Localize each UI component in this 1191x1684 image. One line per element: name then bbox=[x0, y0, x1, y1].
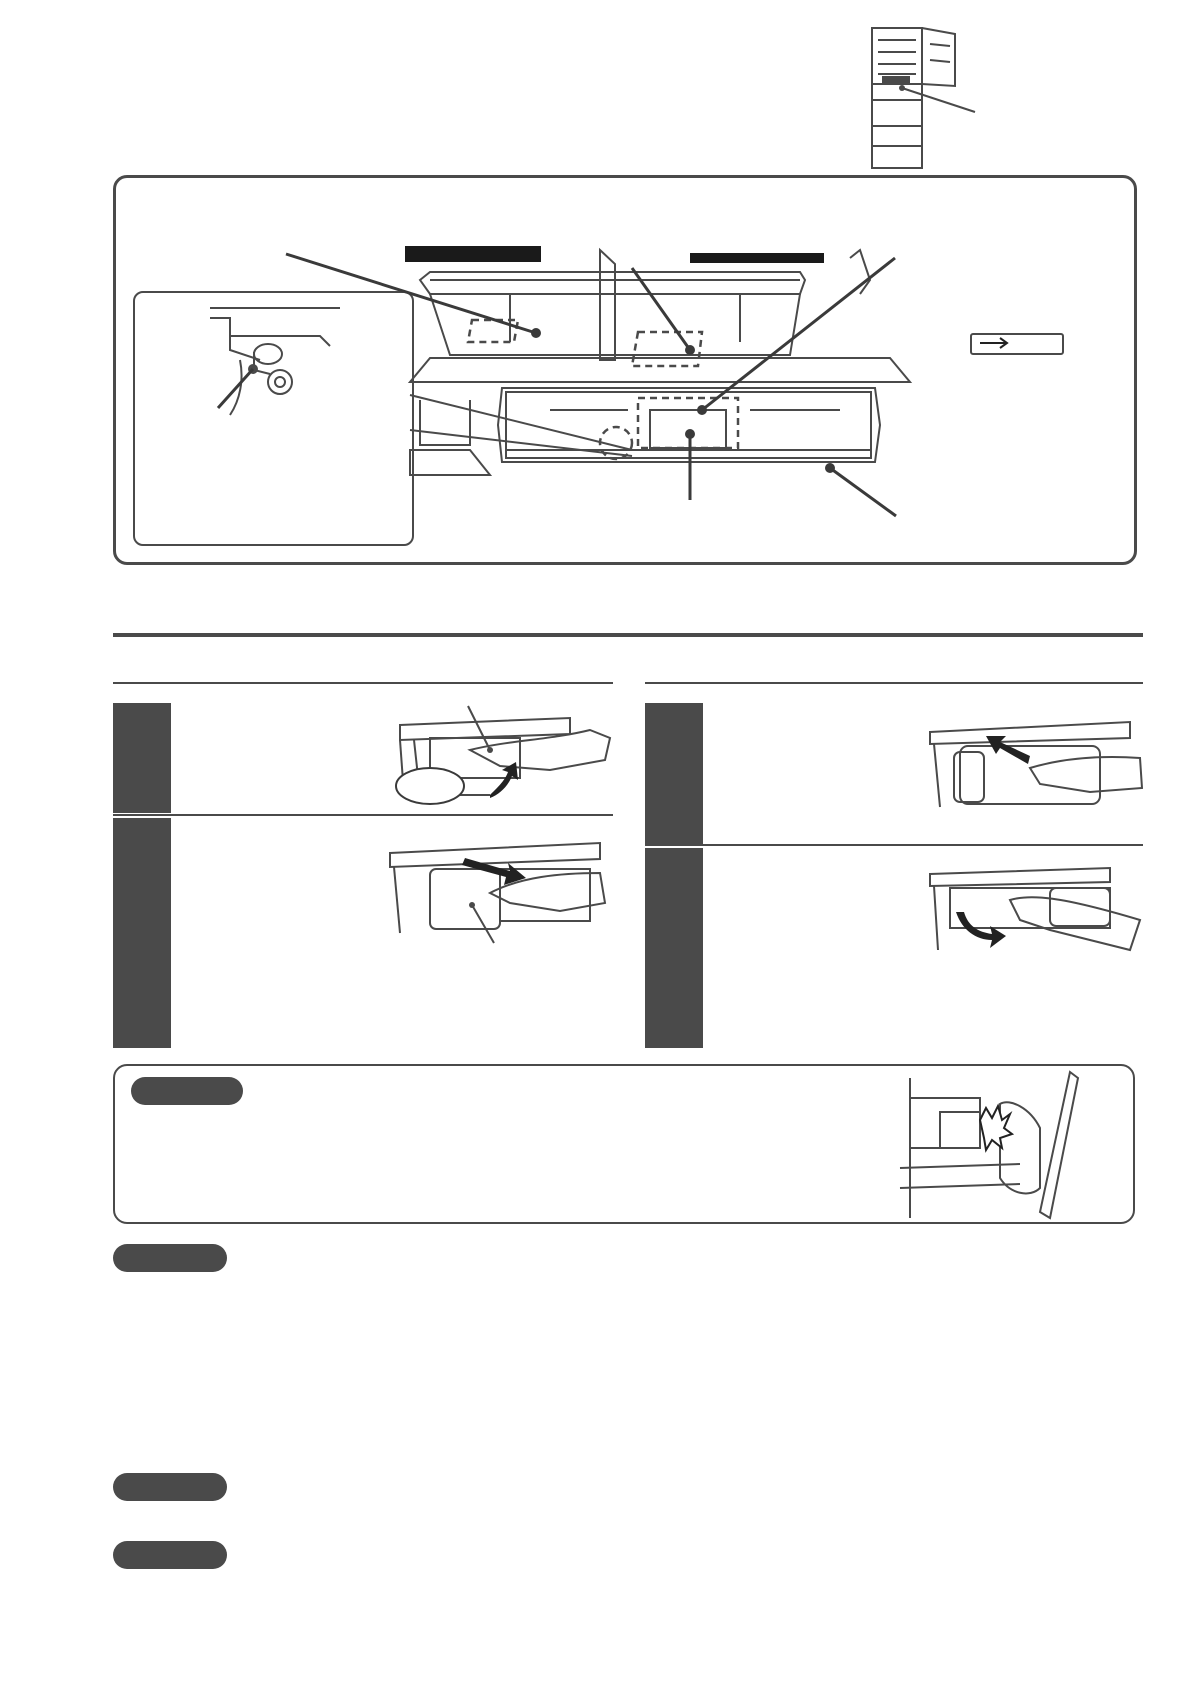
right-step-1-marker bbox=[645, 703, 703, 845]
note-label-pill-1 bbox=[113, 1244, 227, 1272]
right-step-2-marker bbox=[645, 848, 703, 1048]
left-step-2-marker bbox=[113, 818, 171, 1048]
step-push-in-illustration bbox=[930, 712, 1150, 822]
right-column-rule bbox=[645, 682, 1143, 684]
section-divider bbox=[113, 633, 1143, 637]
note-label-pill-3 bbox=[113, 1541, 227, 1569]
step-lift-latch-illustration bbox=[390, 700, 620, 810]
caution-door-illustration bbox=[900, 1068, 1090, 1218]
note-label-pill-2 bbox=[113, 1473, 227, 1501]
step-pull-out-illustration bbox=[390, 833, 620, 953]
right-step-divider bbox=[645, 844, 1143, 846]
step-lower-illustration bbox=[930, 860, 1150, 960]
left-column-rule bbox=[113, 682, 613, 684]
left-step-divider bbox=[113, 814, 613, 816]
caution-label-pill bbox=[131, 1077, 243, 1105]
left-step-1-marker bbox=[113, 703, 171, 813]
